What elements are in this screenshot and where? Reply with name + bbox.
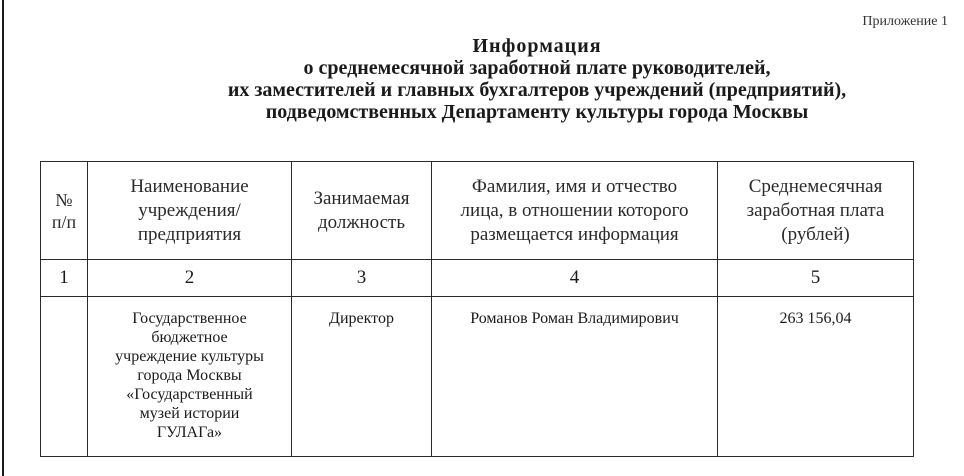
heading-line-2: о среднемесячной заработной плате руководителей, <box>303 57 771 79</box>
organization-line: «Государственный <box>126 386 253 403</box>
organization-line: учреждение культуры <box>115 348 264 365</box>
heading-title: Информация <box>472 35 602 57</box>
header-line: п/п <box>51 211 77 232</box>
header-full-name <box>432 162 718 260</box>
header-line: предприятия <box>137 223 242 245</box>
heading-line-3: их заместителей и главных бухгалтеров учреждений (предприятий), <box>227 79 847 101</box>
table-row <box>41 297 914 457</box>
header-line: Занимаемая <box>313 187 410 209</box>
salary-info-table <box>40 161 914 457</box>
column-number: 3 <box>292 260 432 297</box>
header-line: заработная плата <box>746 199 885 221</box>
cell-full-name: Романов Роман Владимирович <box>432 297 718 457</box>
column-number: 1 <box>41 260 88 297</box>
organization-line: города Москвы <box>137 367 242 384</box>
column-number-row <box>41 260 914 297</box>
organization-line: бюджетное <box>151 329 228 346</box>
header-line: учреждения/ <box>138 199 241 221</box>
cell-salary: 263 156,04 <box>718 297 914 457</box>
header-organization <box>88 162 292 260</box>
cell-position: Директор <box>292 297 432 457</box>
cell-number <box>41 297 88 457</box>
organization-line: Государственное <box>132 310 247 327</box>
column-number: 4 <box>432 260 718 297</box>
header-line: должность <box>317 211 406 233</box>
header-number <box>41 162 88 260</box>
column-number: 2 <box>88 260 292 297</box>
header-line: Среднемесячная <box>748 175 883 197</box>
organization-line: ГУЛАГа» <box>156 424 223 441</box>
header-salary <box>718 162 914 260</box>
cell-organization <box>88 297 292 457</box>
header-line: размещается информация <box>470 223 679 245</box>
column-number: 5 <box>718 260 914 297</box>
document-heading <box>0 35 964 123</box>
heading-line-4: подведомственных Департаменту культуры города Москвы <box>265 101 809 123</box>
header-line: (рублей) <box>781 223 850 245</box>
header-position <box>292 162 432 260</box>
header-line: Фамилия, имя и отчество <box>471 175 678 197</box>
header-line: лица, в отношении которого <box>460 199 689 221</box>
header-line: Наименование <box>130 175 249 197</box>
appendix-label: Приложение 1 <box>862 14 948 29</box>
table-header-row <box>41 162 914 260</box>
header-line: № <box>55 189 73 210</box>
organization-line: музей истории <box>139 405 240 422</box>
